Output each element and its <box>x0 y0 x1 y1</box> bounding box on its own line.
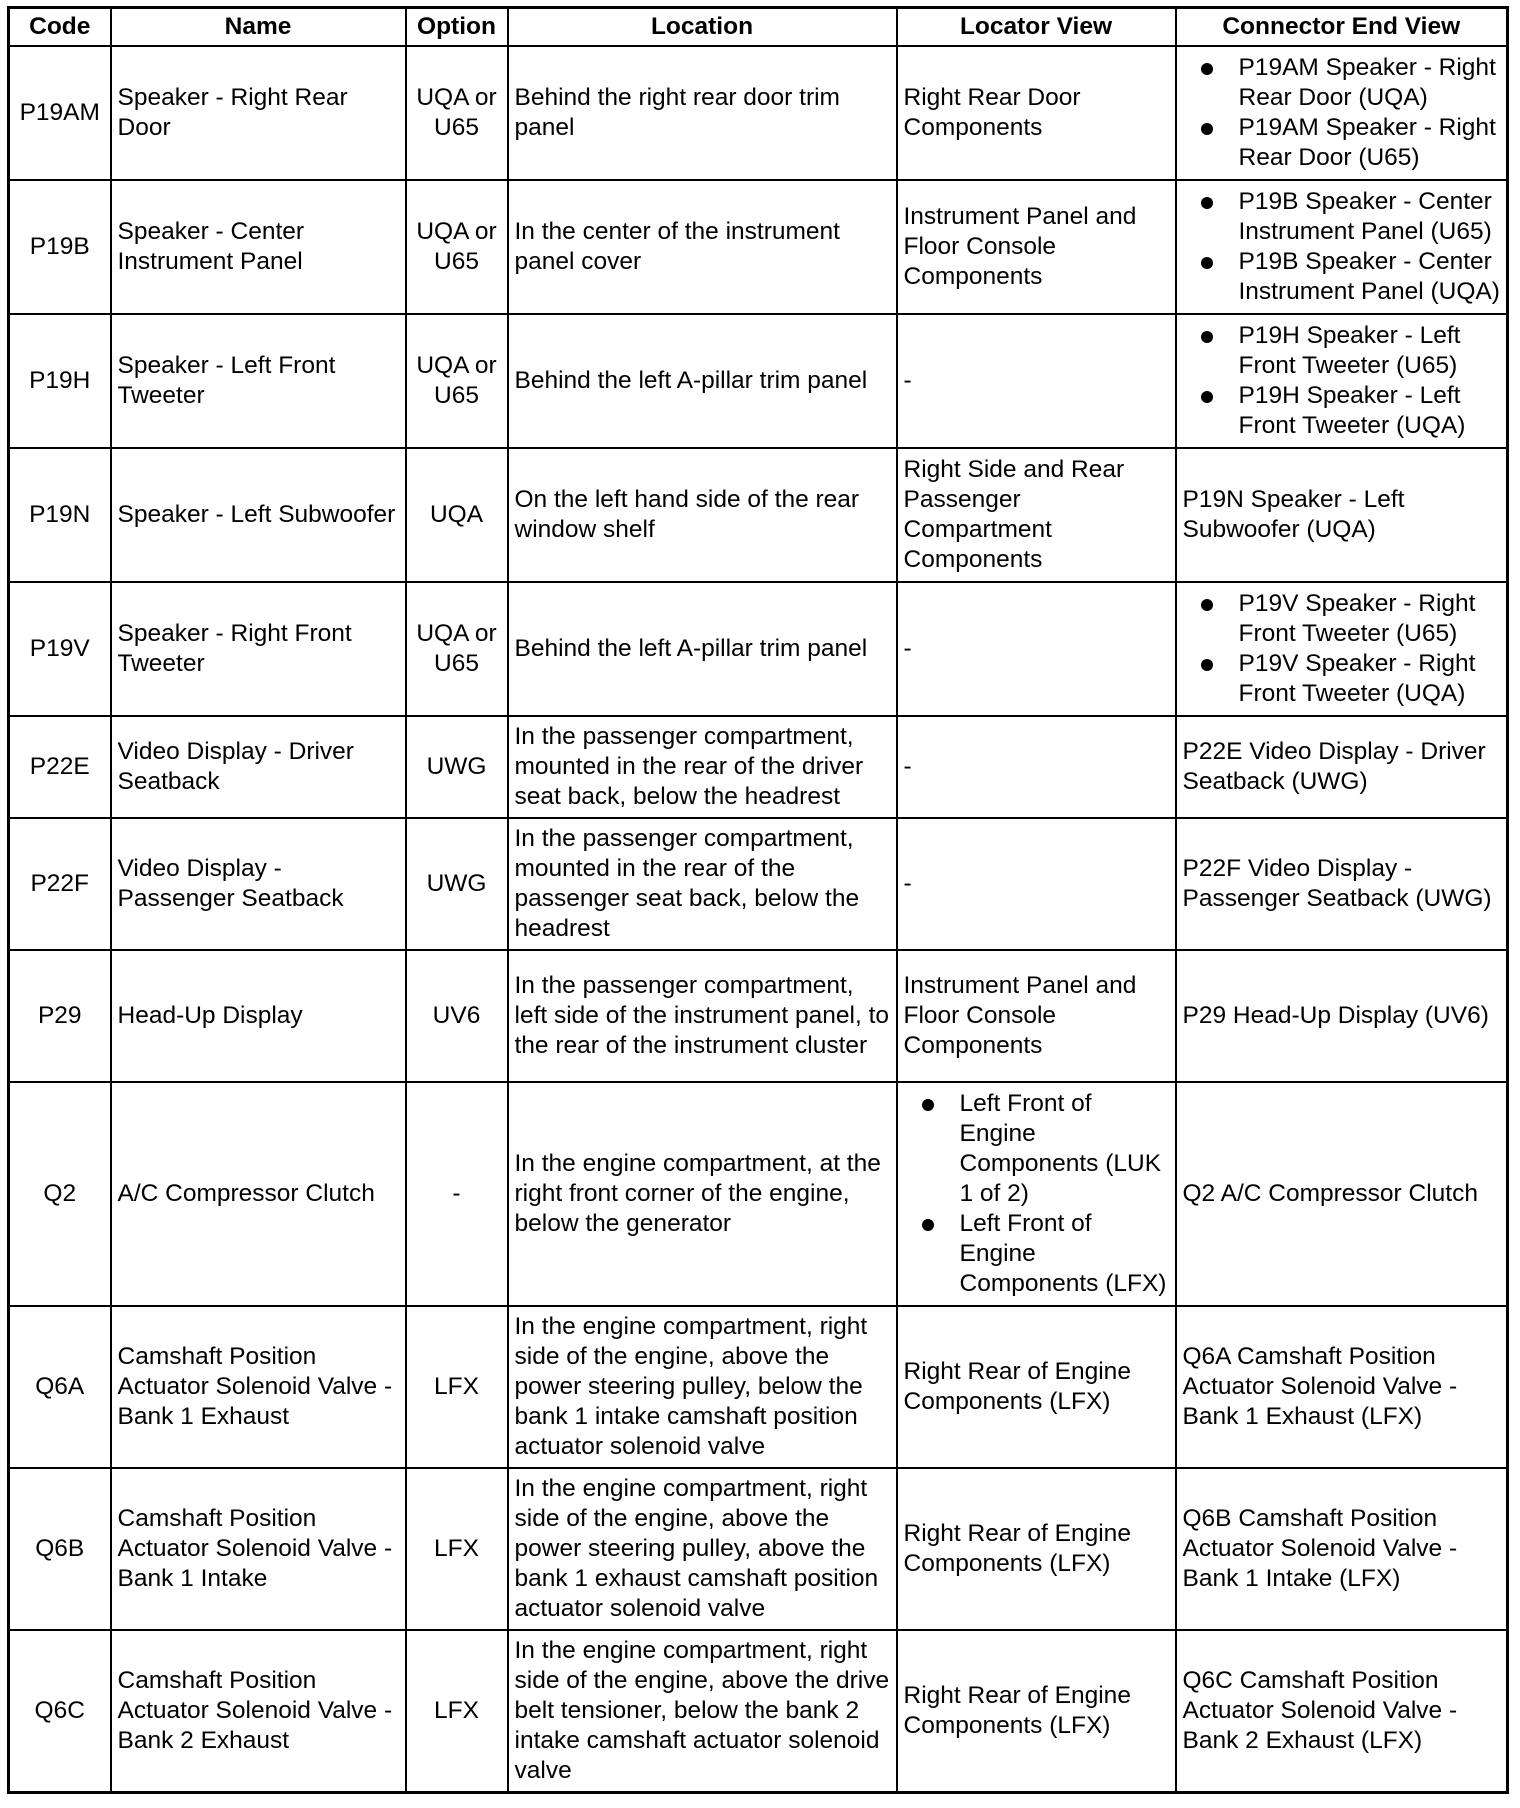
cell-locator-view <box>897 46 1176 180</box>
cell-name: Video Display - Passenger Seatback <box>111 818 406 950</box>
cell-name: Head-Up Display <box>111 950 406 1082</box>
cell-connector-end-view-text: P22F Video Display - Passenger Seatback (UWG) <box>1182 855 1492 912</box>
list-item: P19H Speaker - Left Front Tweeter (UQA) <box>1239 381 1501 441</box>
list-item: P19H Speaker - Left Front Tweeter (U65) <box>1239 321 1501 381</box>
cell-locator-view <box>897 448 1176 582</box>
cell-connector-end-view <box>1176 314 1508 448</box>
table-body <box>9 46 1508 1792</box>
cell-connector-end-view <box>1176 1468 1508 1630</box>
cell-name: Camshaft Position Actuator Solenoid Valve - Bank 2 Exhaust <box>111 1630 406 1792</box>
cell-code: P19B <box>9 180 111 314</box>
cell-connector-end-view-text: P29 Head-Up Display (UV6) <box>1182 1002 1489 1029</box>
cell-name: Speaker - Left Front Tweeter <box>111 314 406 448</box>
table-row <box>9 46 1508 180</box>
table-row <box>9 314 1508 448</box>
header-locator-view: Locator View <box>897 8 1176 47</box>
cell-code: P22F <box>9 818 111 950</box>
cell-connector-end-view-list <box>1183 187 1501 307</box>
cell-name: Speaker - Center Instrument Panel <box>111 180 406 314</box>
list-item: P19AM Speaker - Right Rear Door (U65) <box>1239 113 1501 173</box>
cell-locator-view-text: Right Rear of Engine Components (LFX) <box>903 1358 1131 1415</box>
cell-name: Camshaft Position Actuator Solenoid Valve - Bank 1 Exhaust <box>111 1306 406 1468</box>
cell-connector-end-view <box>1176 1306 1508 1468</box>
cell-locator-view-text: Instrument Panel and Floor Console Components <box>903 972 1137 1059</box>
table-row <box>9 1306 1508 1468</box>
cell-connector-end-view <box>1176 716 1508 818</box>
cell-location: In the engine compartment, right side of the engine, above the power steering pulley, below the bank 1 intake camshaft position actuator solenoid valve <box>508 1306 897 1468</box>
cell-name: Speaker - Right Front Tweeter <box>111 582 406 716</box>
cell-locator-view-text: Right Side and Rear Passenger Compartment Components <box>903 456 1125 573</box>
cell-location: In the passenger compartment, left side of the instrument panel, to the rear of the instrument cluster <box>508 950 897 1082</box>
list-item: Left Front of Engine Components (LUK 1 of 2) <box>960 1089 1169 1209</box>
cell-location: In the passenger compartment, mounted in the rear of the passenger seat back, below the headrest <box>508 818 897 950</box>
cell-option: LFX <box>406 1630 508 1792</box>
header-row <box>9 8 1508 47</box>
cell-connector-end-view <box>1176 448 1508 582</box>
header-location: Location <box>508 8 897 47</box>
cell-name: Video Display - Driver Seatback <box>111 716 406 818</box>
cell-location: Behind the right rear door trim panel <box>508 46 897 180</box>
list-item: P19B Speaker - Center Instrument Panel (U65) <box>1239 187 1501 247</box>
cell-locator-view-list <box>904 1089 1169 1299</box>
cell-locator-view <box>897 716 1176 818</box>
cell-locator-view-text: Right Rear of Engine Components (LFX) <box>903 1520 1131 1577</box>
cell-locator-view <box>897 1630 1176 1792</box>
cell-connector-end-view <box>1176 1082 1508 1306</box>
cell-location: Behind the left A-pillar trim panel <box>508 582 897 716</box>
table-row <box>9 716 1508 818</box>
cell-name: Speaker - Left Subwoofer <box>111 448 406 582</box>
list-item: P19V Speaker - Right Front Tweeter (UQA) <box>1239 649 1501 709</box>
cell-locator-view <box>897 314 1176 448</box>
cell-locator-view <box>897 1306 1176 1468</box>
cell-connector-end-view <box>1176 582 1508 716</box>
cell-name: A/C Compressor Clutch <box>111 1082 406 1306</box>
cell-connector-end-view-list <box>1183 589 1501 709</box>
component-locator-table <box>7 6 1509 1794</box>
cell-code: P22E <box>9 716 111 818</box>
cell-locator-view <box>897 1082 1176 1306</box>
table-row <box>9 448 1508 582</box>
cell-option: LFX <box>406 1306 508 1468</box>
cell-option: UQA or U65 <box>406 582 508 716</box>
cell-locator-view-text: - <box>903 635 912 662</box>
cell-code: Q2 <box>9 1082 111 1306</box>
list-item: P19B Speaker - Center Instrument Panel (UQA) <box>1238 248 1500 305</box>
cell-connector-end-view-text: P19N Speaker - Left Subwoofer (UQA) <box>1182 486 1405 543</box>
list-item: P19AM Speaker - Right Rear Door (UQA) <box>1239 53 1501 113</box>
cell-option: UV6 <box>406 950 508 1082</box>
cell-code: Q6B <box>9 1468 111 1630</box>
cell-locator-view-text: - <box>903 367 912 394</box>
list-item: Left Front of Engine Components (LFX) <box>960 1209 1169 1299</box>
cell-locator-view-text: - <box>903 870 912 897</box>
cell-option: UQA or U65 <box>406 314 508 448</box>
cell-connector-end-view-text: Q6A Camshaft Position Actuator Solenoid Valve - Bank 1 Exhaust (LFX) <box>1182 1343 1458 1430</box>
list-item: P19V Speaker - Right Front Tweeter (U65) <box>1239 589 1501 649</box>
cell-connector-end-view <box>1176 46 1508 180</box>
cell-locator-view-text: Right Rear of Engine Components (LFX) <box>903 1681 1131 1739</box>
cell-locator-view <box>897 818 1176 950</box>
cell-code: Q6C <box>9 1630 111 1792</box>
table-row <box>9 1630 1508 1792</box>
cell-option: UWG <box>406 716 508 818</box>
cell-locator-view-text: Instrument Panel and Floor Console Components <box>903 203 1137 290</box>
cell-location: In the engine compartment, right side of the engine, above the drive belt tensioner, below the bank 2 intake camshaft actuator solenoid valve <box>508 1630 897 1792</box>
cell-location: On the left hand side of the rear window shelf <box>508 448 897 582</box>
cell-connector-end-view <box>1176 180 1508 314</box>
cell-connector-end-view <box>1176 1630 1508 1792</box>
cell-option: UQA or U65 <box>406 46 508 180</box>
table-header <box>9 8 1508 47</box>
cell-connector-end-view-text: Q2 A/C Compressor Clutch <box>1182 1180 1478 1207</box>
cell-connector-end-view-text: Q6C Camshaft Position Actuator Solenoid Valve - Bank 2 Exhaust (LFX) <box>1182 1666 1458 1754</box>
table-row <box>9 582 1508 716</box>
cell-connector-end-view-text: P22E Video Display - Driver Seatback (UWG) <box>1182 738 1486 795</box>
cell-code: Q6A <box>9 1306 111 1468</box>
cell-name: Speaker - Right Rear Door <box>111 46 406 180</box>
cell-option: UQA <box>406 448 508 582</box>
table-row <box>9 180 1508 314</box>
cell-connector-end-view <box>1176 950 1508 1082</box>
cell-location: In the passenger compartment, mounted in the rear of the driver seat back, below the headrest <box>508 716 897 818</box>
cell-connector-end-view-list <box>1183 53 1501 173</box>
header-name: Name <box>111 8 406 47</box>
cell-name: Camshaft Position Actuator Solenoid Valve - Bank 1 Intake <box>111 1468 406 1630</box>
table-row <box>9 1468 1508 1630</box>
cell-option: UQA or U65 <box>406 180 508 314</box>
cell-code: P19N <box>9 448 111 582</box>
cell-location: In the engine compartment, at the right front corner of the engine, below the generator <box>508 1082 897 1306</box>
cell-locator-view <box>897 950 1176 1082</box>
table-row <box>9 1082 1508 1306</box>
cell-locator-view <box>897 582 1176 716</box>
cell-location: In the center of the instrument panel cover <box>508 180 897 314</box>
cell-option: UWG <box>406 818 508 950</box>
cell-option: LFX <box>406 1468 508 1630</box>
cell-connector-end-view-text: Q6B Camshaft Position Actuator Solenoid Valve - Bank 1 Intake (LFX) <box>1182 1505 1458 1592</box>
cell-connector-end-view-list <box>1183 321 1501 441</box>
header-connector-end-view: Connector End View <box>1176 8 1508 47</box>
cell-locator-view <box>897 1468 1176 1630</box>
cell-code: P29 <box>9 950 111 1082</box>
table-row <box>9 950 1508 1082</box>
cell-connector-end-view <box>1176 818 1508 950</box>
cell-code: P19V <box>9 582 111 716</box>
header-code: Code <box>9 8 111 47</box>
table-row <box>9 818 1508 950</box>
cell-locator-view-text: Right Rear Door Components <box>903 84 1081 141</box>
cell-option: - <box>406 1082 508 1306</box>
cell-locator-view <box>897 180 1176 314</box>
cell-code: P19H <box>9 314 111 448</box>
cell-location: Behind the left A-pillar trim panel <box>508 314 897 448</box>
cell-location: In the engine compartment, right side of the engine, above the power steering pulley, above the bank 1 exhaust camshaft position actuator solenoid valve <box>508 1468 897 1630</box>
cell-locator-view-text: - <box>903 753 912 780</box>
header-option: Option <box>406 8 508 47</box>
cell-code: P19AM <box>9 46 111 180</box>
